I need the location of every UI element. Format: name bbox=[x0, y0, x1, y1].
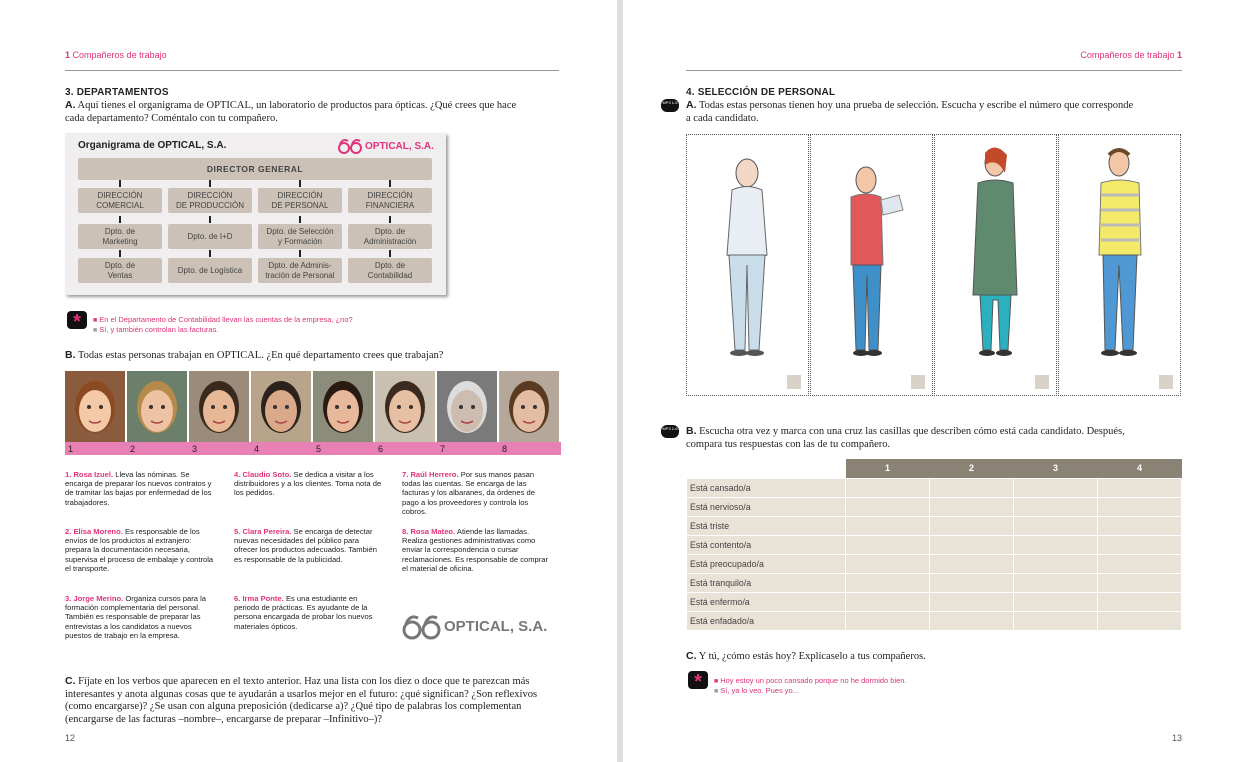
exercise-b-line: Todas estas personas trabajan en OPTICAL. ¿En qué departamento crees que trabajan? bbox=[77, 350, 444, 361]
org-box-row3-4: Dpto. de Contabilidad bbox=[348, 258, 432, 283]
asterisk-icon: * bbox=[67, 311, 87, 329]
optical-logo-large bbox=[402, 611, 547, 641]
org-connector bbox=[299, 216, 301, 223]
exercise-b-label: B. bbox=[65, 349, 76, 361]
table-row bbox=[687, 535, 1182, 554]
table-corner bbox=[687, 459, 846, 478]
photo-number-label: 3 bbox=[189, 442, 251, 455]
left-page bbox=[0, 0, 617, 762]
optical-logo-large-text: OPTICAL, S.A. bbox=[444, 617, 548, 635]
employee-photo-6 bbox=[375, 371, 435, 442]
mp3-audio-icon[interactable]: MP3 1-6 bbox=[661, 425, 679, 438]
exercise-c-text bbox=[65, 675, 565, 726]
org-box-dirs-2: DIRECCIÓN DE PRODUCCIÓN bbox=[168, 188, 252, 213]
employee-role-text: Es responsable de los envíos de los productos al extranjero: prepara la documentación necesaria, supervisa el proceso de embalaje y controla el transporte. bbox=[65, 527, 214, 573]
employee-role-text: Se dedica a visitar a los distribuidores y a los clientes. Toma nota de los pedidos. bbox=[234, 470, 382, 498]
table-header-candidate-3: 3 bbox=[1014, 459, 1098, 478]
mood-label: Está enfadado/a bbox=[687, 611, 846, 630]
mood-checkbox-cell[interactable] bbox=[1098, 611, 1182, 630]
employee-role-text: Se encarga de detectar nuevas necesidades del público para ofrecer los productos adecuados. También es responsable de la publicidad. bbox=[234, 527, 377, 564]
exercise-a-line2: a cada candidato. bbox=[686, 112, 759, 124]
exercise-b-label: B. bbox=[686, 425, 697, 437]
org-connector bbox=[119, 216, 121, 223]
mood-checkbox-cell[interactable] bbox=[1098, 516, 1182, 535]
mood-checkbox-cell[interactable] bbox=[1014, 592, 1098, 611]
exercise-b-line1: Escucha otra vez y marca con una cruz las casillas que describen cómo está cada candidato. Después, bbox=[699, 426, 1125, 437]
employee-description-6 bbox=[234, 594, 384, 631]
org-box-row3-1: Dpto. de Ventas bbox=[78, 258, 162, 283]
mood-checkbox-cell[interactable] bbox=[846, 516, 930, 535]
employee-photo-4 bbox=[251, 371, 311, 442]
candidate-panel-3 bbox=[934, 134, 1057, 396]
unit-number: 1 bbox=[65, 50, 71, 60]
org-connector bbox=[389, 180, 391, 187]
exercise-c-line: (encargarse de las facturas –nombre–, encargarse de preparar –Infinitivo–)? bbox=[65, 713, 383, 725]
speech-answer: Sí, ya lo veo. Pues yo... bbox=[720, 686, 799, 695]
exercise-a-line1: Aquí tienes el organigrama de OPTICAL, un laboratorio de productos para ópticas. ¿Qué crees que hace bbox=[77, 100, 517, 111]
answer-checkbox[interactable] bbox=[1159, 375, 1173, 389]
org-connector bbox=[119, 180, 121, 187]
glasses-icon bbox=[402, 611, 444, 641]
mood-checkbox-cell[interactable] bbox=[1014, 535, 1098, 554]
mood-label: Está tranquilo/a bbox=[687, 573, 846, 592]
mood-checkbox-cell[interactable] bbox=[1014, 516, 1098, 535]
glasses-icon bbox=[337, 137, 365, 155]
exercise-c-label: C. bbox=[686, 650, 697, 662]
page-number-right: 13 bbox=[1171, 733, 1182, 743]
org-box-dirs-1: DIRECCIÓN COMERCIAL bbox=[78, 188, 162, 213]
employee-name: 2. Elisa Moreno. bbox=[65, 527, 123, 536]
exercise-a-label: A. bbox=[65, 99, 76, 111]
employee-photo-8 bbox=[499, 371, 559, 442]
unit-number: 1 bbox=[1176, 50, 1182, 60]
header-rule bbox=[686, 70, 1182, 71]
employee-photo-7 bbox=[437, 371, 497, 442]
answer-checkbox[interactable] bbox=[911, 375, 925, 389]
mood-checkbox-cell[interactable] bbox=[1014, 573, 1098, 592]
org-connector bbox=[209, 250, 211, 257]
table-row bbox=[687, 592, 1182, 611]
asterisk-icon: * bbox=[688, 671, 708, 689]
exercise-c-line: Y tú, ¿cómo estás hoy? Explícaselo a tus compañeros. bbox=[698, 651, 926, 662]
exercise-c-line: interesantes y anota algunas cosas que te ayudarán a usarlos mejor en el futuro: ¿qué significan? ¿Son reflexivos bbox=[65, 688, 538, 700]
section-title: 3. DEPARTAMENTOS bbox=[65, 87, 169, 98]
employee-role-text: Atiende las llamadas. Realiza gestiones administrativas como enviar la correspondencia o cursar reclamaciones. Es responsable de comprar el material de oficina. bbox=[402, 527, 549, 573]
mood-checkbox-cell[interactable] bbox=[1014, 554, 1098, 573]
org-box-row2-4: Dpto. de Administración bbox=[348, 224, 432, 249]
employee-photo-3 bbox=[189, 371, 249, 442]
mp3-audio-icon[interactable]: MP3 1-5 bbox=[661, 99, 679, 112]
candidate-illustration bbox=[1059, 135, 1180, 395]
mood-checkbox-cell[interactable] bbox=[1098, 554, 1182, 573]
mood-label: Está nervioso/a bbox=[687, 497, 846, 516]
employee-name: 3. Jorge Merino. bbox=[65, 594, 124, 603]
employee-description-4 bbox=[234, 470, 384, 498]
speech-question: Hoy estoy un poco cansado porque no he dormido bien. bbox=[720, 676, 907, 685]
exercise-a-text bbox=[65, 99, 565, 125]
employee-role-text: Organiza cursos para la formación complementaria del personal. También es responsable de preparar las entrevistas a los candidatos a nuevos puestos de trabajo en la empresa. bbox=[65, 594, 206, 640]
table-row bbox=[687, 497, 1182, 516]
candidate-panel-4 bbox=[1058, 134, 1181, 396]
employee-name: 4. Claudio Soto. bbox=[234, 470, 292, 479]
photo-number-label: 1 bbox=[65, 442, 127, 455]
photo-number-label: 4 bbox=[251, 442, 313, 455]
photo-number-label: 6 bbox=[375, 442, 437, 455]
running-header-left bbox=[65, 50, 167, 60]
org-connector bbox=[299, 180, 301, 187]
mood-label: Está enfermo/a bbox=[687, 592, 846, 611]
mood-checkbox-cell[interactable] bbox=[930, 478, 1014, 497]
employee-photo-2 bbox=[127, 371, 187, 442]
employee-name: 1. Rosa Izuel. bbox=[65, 470, 114, 479]
exercise-b-line2: compara tus respuestas con las de tu compañero. bbox=[686, 438, 891, 450]
mood-label: Está triste bbox=[687, 516, 846, 535]
mood-checkbox-cell[interactable] bbox=[930, 516, 1014, 535]
table-row bbox=[687, 478, 1182, 497]
answer-checkbox[interactable] bbox=[1035, 375, 1049, 389]
mood-checkbox-cell[interactable] bbox=[930, 573, 1014, 592]
optical-logo bbox=[337, 137, 434, 155]
photo-number-label: 5 bbox=[313, 442, 375, 455]
employee-name: 8. Rosa Mateo. bbox=[402, 527, 456, 536]
mood-checkbox-cell[interactable] bbox=[846, 535, 930, 554]
mood-checkbox-cell[interactable] bbox=[1014, 497, 1098, 516]
org-connector bbox=[209, 216, 211, 223]
photo-number-label: 8 bbox=[499, 442, 561, 455]
exercise-c-text bbox=[686, 650, 926, 664]
employee-role-text: Es una estudiante en periodo de prácticas. Es ayudante de la persona encargada de probar los nuevos materiales ópticos. bbox=[234, 594, 373, 631]
mood-checkbox-cell[interactable] bbox=[1098, 535, 1182, 554]
photo-number-label: 7 bbox=[437, 442, 499, 455]
mood-checkbox-cell[interactable] bbox=[846, 611, 930, 630]
mood-checkbox-cell[interactable] bbox=[846, 497, 930, 516]
candidate-illustration bbox=[935, 135, 1056, 395]
org-connector bbox=[119, 250, 121, 257]
org-chart bbox=[65, 133, 446, 295]
employee-role-text: Por sus manos pasan todas las cuentas. Se encarga de las facturas y los albaranes, da órdenes de pago a los proveedores y controla los cobros. bbox=[402, 470, 535, 516]
employee-description-8 bbox=[402, 527, 552, 573]
section-title: 4. SELECCIÓN DE PERSONAL bbox=[686, 87, 836, 98]
exercise-b-text bbox=[65, 349, 443, 363]
employee-name: 5. Clara Pereira. bbox=[234, 527, 292, 536]
mood-checkbox-cell[interactable] bbox=[846, 478, 930, 497]
candidate-panel-2 bbox=[810, 134, 933, 396]
speech-answer: Sí, y también controlan las facturas. bbox=[99, 325, 219, 334]
employee-photo-5 bbox=[313, 371, 373, 442]
employee-role-text: Lleva las nóminas. Se encarga de preparar los nuevos contratos y de tramitar las bajas por enfermedad de los trabajadores. bbox=[65, 470, 212, 507]
employee-description-1 bbox=[65, 470, 215, 507]
table-row bbox=[687, 516, 1182, 535]
exercise-c-line: (como encargarse)? ¿Se usan con alguna preposición (dedicarse a)? ¿Qué tipo de palabras los complementan bbox=[65, 701, 522, 712]
employee-description-2 bbox=[65, 527, 215, 573]
mood-checkbox-cell[interactable] bbox=[930, 535, 1014, 554]
exercise-b-text bbox=[686, 425, 1186, 451]
org-director: DIRECTOR GENERAL bbox=[78, 158, 432, 180]
speech-example: ■ Hoy estoy un poco cansado porque no he dormido bien. ■ Sí, ya lo veo. Pues yo... bbox=[714, 676, 907, 695]
candidate-panel-1 bbox=[686, 134, 809, 396]
candidate-illustration bbox=[687, 135, 808, 395]
exercise-a-line2: cada departamento? Coméntalo con tu compañero. bbox=[65, 112, 278, 124]
header-rule bbox=[65, 70, 559, 71]
mood-checkbox-cell[interactable] bbox=[930, 497, 1014, 516]
answer-checkbox[interactable] bbox=[787, 375, 801, 389]
mood-checkbox-cell[interactable] bbox=[1014, 611, 1098, 630]
employee-description-5 bbox=[234, 527, 384, 564]
mood-checkbox-cell[interactable] bbox=[930, 611, 1014, 630]
org-box-row3-3: Dpto. de Adminis- tración de Personal bbox=[258, 258, 342, 283]
org-connector bbox=[299, 250, 301, 257]
org-chart-title: Organigrama de OPTICAL, S.A. bbox=[78, 140, 227, 151]
mood-checkbox-cell[interactable] bbox=[1098, 478, 1182, 497]
right-page bbox=[623, 0, 1240, 762]
org-box-row2-1: Dpto. de Marketing bbox=[78, 224, 162, 249]
mood-checkbox-cell[interactable] bbox=[1014, 478, 1098, 497]
org-box-dirs-3: DIRECCIÓN DE PERSONAL bbox=[258, 188, 342, 213]
unit-title: Compañeros de trabajo bbox=[1080, 50, 1175, 60]
employee-name: 6. Irma Ponte. bbox=[234, 594, 284, 603]
org-box-row2-3: Dpto. de Selección y Formación bbox=[258, 224, 342, 249]
mood-checkbox-cell[interactable] bbox=[1098, 497, 1182, 516]
employee-name: 7. Raúl Herrero. bbox=[402, 470, 459, 479]
table-header-candidate-4: 4 bbox=[1098, 459, 1182, 478]
speech-example: ■ En el Departamento de Contabilidad llevan las cuentas de la empresa, ¿no? ■ Sí, y también controlan las facturas. bbox=[93, 315, 353, 334]
speech-question: En el Departamento de Contabilidad llevan las cuentas de la empresa, ¿no? bbox=[99, 315, 353, 324]
org-connector bbox=[389, 216, 391, 223]
table-header-candidate-1: 1 bbox=[846, 459, 930, 478]
page-number-left: 12 bbox=[65, 733, 76, 743]
exercise-a-label: A. bbox=[686, 99, 697, 111]
org-box-row3-2: Dpto. de Logística bbox=[168, 258, 252, 283]
mood-label: Está contento/a bbox=[687, 535, 846, 554]
exercise-c-line: Fíjate en los verbos que aparecen en el texto anterior. Haz una lista con los diez o doce que te parezcan más bbox=[78, 676, 530, 687]
exercise-c-label: C. bbox=[65, 675, 76, 687]
mood-checkbox-cell[interactable] bbox=[1098, 573, 1182, 592]
table-header-candidate-2: 2 bbox=[930, 459, 1014, 478]
employee-description-7 bbox=[402, 470, 552, 516]
mood-checkbox-cell[interactable] bbox=[930, 554, 1014, 573]
mood-checkbox-cell[interactable] bbox=[846, 592, 930, 611]
mood-checkbox-cell[interactable] bbox=[930, 592, 1014, 611]
org-connector bbox=[209, 180, 211, 187]
org-box-row2-2: Dpto. de I+D bbox=[168, 224, 252, 249]
exercise-a-line1: Todas estas personas tienen hoy una prueba de selección. Escucha y escribe el número que corresponde bbox=[698, 100, 1134, 111]
running-header-right bbox=[1080, 50, 1182, 60]
optical-logo-text: OPTICAL, S.A. bbox=[365, 140, 434, 152]
employee-description-3 bbox=[65, 594, 215, 640]
unit-title: Compañeros de trabajo bbox=[72, 50, 167, 60]
mood-label: Está cansado/a bbox=[687, 478, 846, 497]
mood-label: Está preocupado/a bbox=[687, 554, 846, 573]
mood-checkbox-cell[interactable] bbox=[846, 554, 930, 573]
table-row bbox=[687, 554, 1182, 573]
candidate-illustration bbox=[811, 135, 932, 395]
org-box-dirs-4: DIRECCIÓN FINANCIERA bbox=[348, 188, 432, 213]
table-row bbox=[687, 611, 1182, 630]
mood-table bbox=[686, 459, 1182, 631]
mood-checkbox-cell[interactable] bbox=[846, 573, 930, 592]
org-connector bbox=[389, 250, 391, 257]
mood-checkbox-cell[interactable] bbox=[1098, 592, 1182, 611]
photo-number-label: 2 bbox=[127, 442, 189, 455]
table-row bbox=[687, 573, 1182, 592]
employee-photo-1 bbox=[65, 371, 125, 442]
exercise-a-text bbox=[686, 99, 1186, 125]
table-header-row bbox=[687, 459, 1182, 478]
